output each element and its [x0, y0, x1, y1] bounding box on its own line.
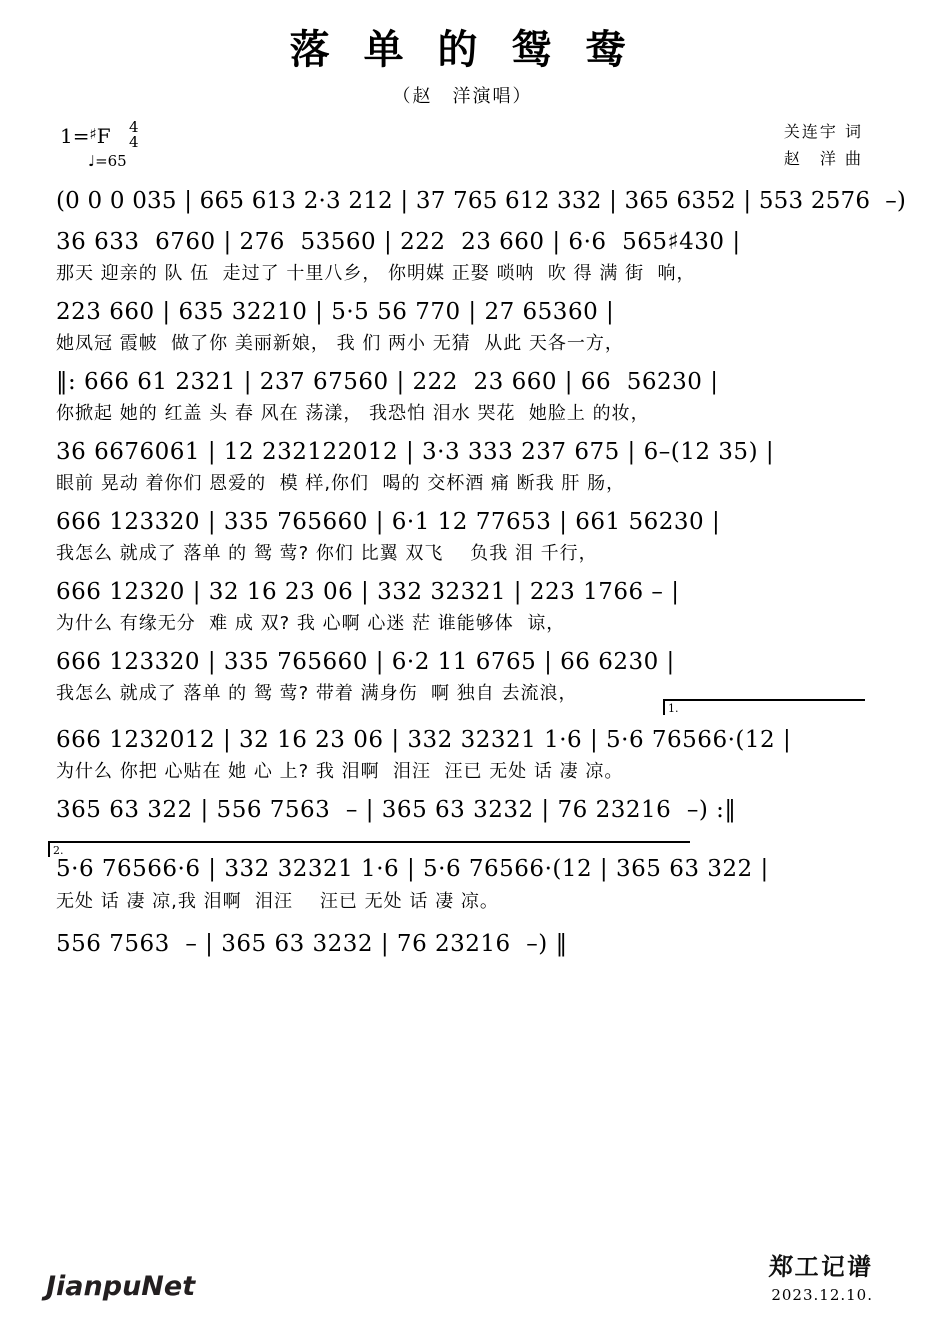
lyrics-line: 我怎么 就成了 落单 的 鸳 莺? 带着 满身伤 啊 独自 去流浪， [56, 683, 578, 705]
credits [784, 118, 863, 172]
music-system-10 [52, 854, 873, 914]
lyrics-line: 为什么 你把 心贴在 她 心 上? 我 泪啊 泪汪 汪已 无处 话 凄 凉。 [56, 761, 624, 783]
lyrics-line: 她凤冠 霞帔 做了你 美丽新娘， 我 们 两小 无猜 从此 天各一方， [56, 333, 624, 355]
composer-credit: 赵 洋 曲 [783, 149, 863, 169]
score-metadata [52, 114, 873, 176]
notation-line: 666 12320 | 32 16 23 06 | 332 32321 | 223 1766 – | [56, 579, 680, 606]
notation-line: 666 1232012 | 32 16 23 06 | 332 32321 1·6 | 5·6 76566·(12 | [56, 727, 792, 754]
tempo-marking: ♩=65 [88, 152, 127, 170]
transcription-date: 2023.12.10. [771, 1286, 873, 1304]
music-system-2 [52, 297, 873, 357]
notation-line: 556 7563 – | 365 63 3232 | 76 23216 –) ‖ [56, 930, 568, 957]
page-title: 落 单 的 鸳 鸯 [289, 27, 636, 73]
key-label: 1= [60, 124, 90, 148]
music-system-7 [52, 647, 873, 716]
notation-line: 666 123320 | 335 765660 | 6·2 11 6765 | 66 6230 | [56, 649, 675, 676]
time-signature-bottom: 4 [129, 133, 139, 151]
volta-label: 2. [53, 844, 64, 858]
lyrics-line: 我怎么 就成了 落单 的 鸳 莺? 你们 比翼 双飞 负我 泪 千行， [56, 543, 598, 565]
lyrics-line: 无处 话 凄 凉,我 泪啊 泪汪 汪已 无处 话 凄 凉。 [56, 890, 499, 912]
notation-line: 5·6 76566·6 | 332 32321 1·6 | 5·6 76566·(12 | 365 63 322 | [56, 856, 769, 883]
lyrics-line: 那天 迎亲的 队 伍 走过了 十里八乡， 你明媒 正娶 唢呐 吹 得 满 街 响， [56, 263, 696, 285]
music-system-9 [52, 795, 873, 858]
lyricist-credit: 关连宇 词 [783, 122, 863, 141]
music-system-8 [52, 725, 873, 785]
music-system-6 [52, 577, 873, 637]
music-system-5 [52, 507, 873, 567]
time-signature [129, 120, 139, 150]
notation-line: 666 123320 | 335 765660 | 6·1 12 77653 | 661 56230 | [56, 509, 721, 536]
music-system-4 [52, 437, 873, 497]
notation-line: 365 63 322 | 556 7563 – | 365 63 3232 | 76 23216 –) :‖ [56, 797, 737, 824]
notation-line: (0 0 0 035 | 665 613 2·3 212 | 37 765 612 332 | 365 6352 | 553 2576 –) [56, 188, 907, 214]
notation-line: 36 6676061 | 12 232122012 | 3·3 333 237 675 | 6–(12 35) | [56, 439, 775, 466]
lyrics-line: 为什么 有缘无分 难 成 双? 我 心啊 心迷 茫 谁能够体 谅， [56, 613, 566, 635]
lyrics-line: 你掀起 她的 红盖 头 春 风在 荡漾， 我恐怕 泪水 哭花 她脸上 的妆， [56, 403, 650, 425]
music-system-3 [52, 367, 873, 427]
page-footer [0, 1240, 925, 1310]
volta-bracket-1 [663, 699, 865, 715]
music-system-1 [52, 227, 873, 287]
performer-line: （赵 洋演唱） [392, 86, 533, 107]
music-system-11 [52, 929, 873, 960]
transcriber-stamp: 郑工记谱 [768, 1253, 874, 1281]
lyrics-line: 眼前 晃动 着你们 恩爱的 模 样,你们 喝的 交杯酒 痛 断我 肝 肠， [56, 473, 626, 495]
notation-line: 36 633 6760 | 276 53560 | 222 23 660 | 6·6 565♯430 | [56, 229, 741, 256]
time-signature-top: 4 [129, 118, 139, 136]
key-accidental: ♯ [89, 125, 97, 143]
music-system-intro [52, 186, 907, 217]
key-signature [60, 120, 139, 150]
volta-label: 1. [668, 702, 679, 716]
notation-line: 223 660 | 635 32210 | 5·5 56 770 | 27 65360 | [56, 299, 615, 326]
notation-line: ‖: 666 61 2321 | 237 67560 | 222 23 660 | 66 56230 | [56, 369, 719, 396]
key-letter: F [96, 124, 111, 148]
site-logo[interactable]: JianpuNet [46, 1271, 196, 1302]
